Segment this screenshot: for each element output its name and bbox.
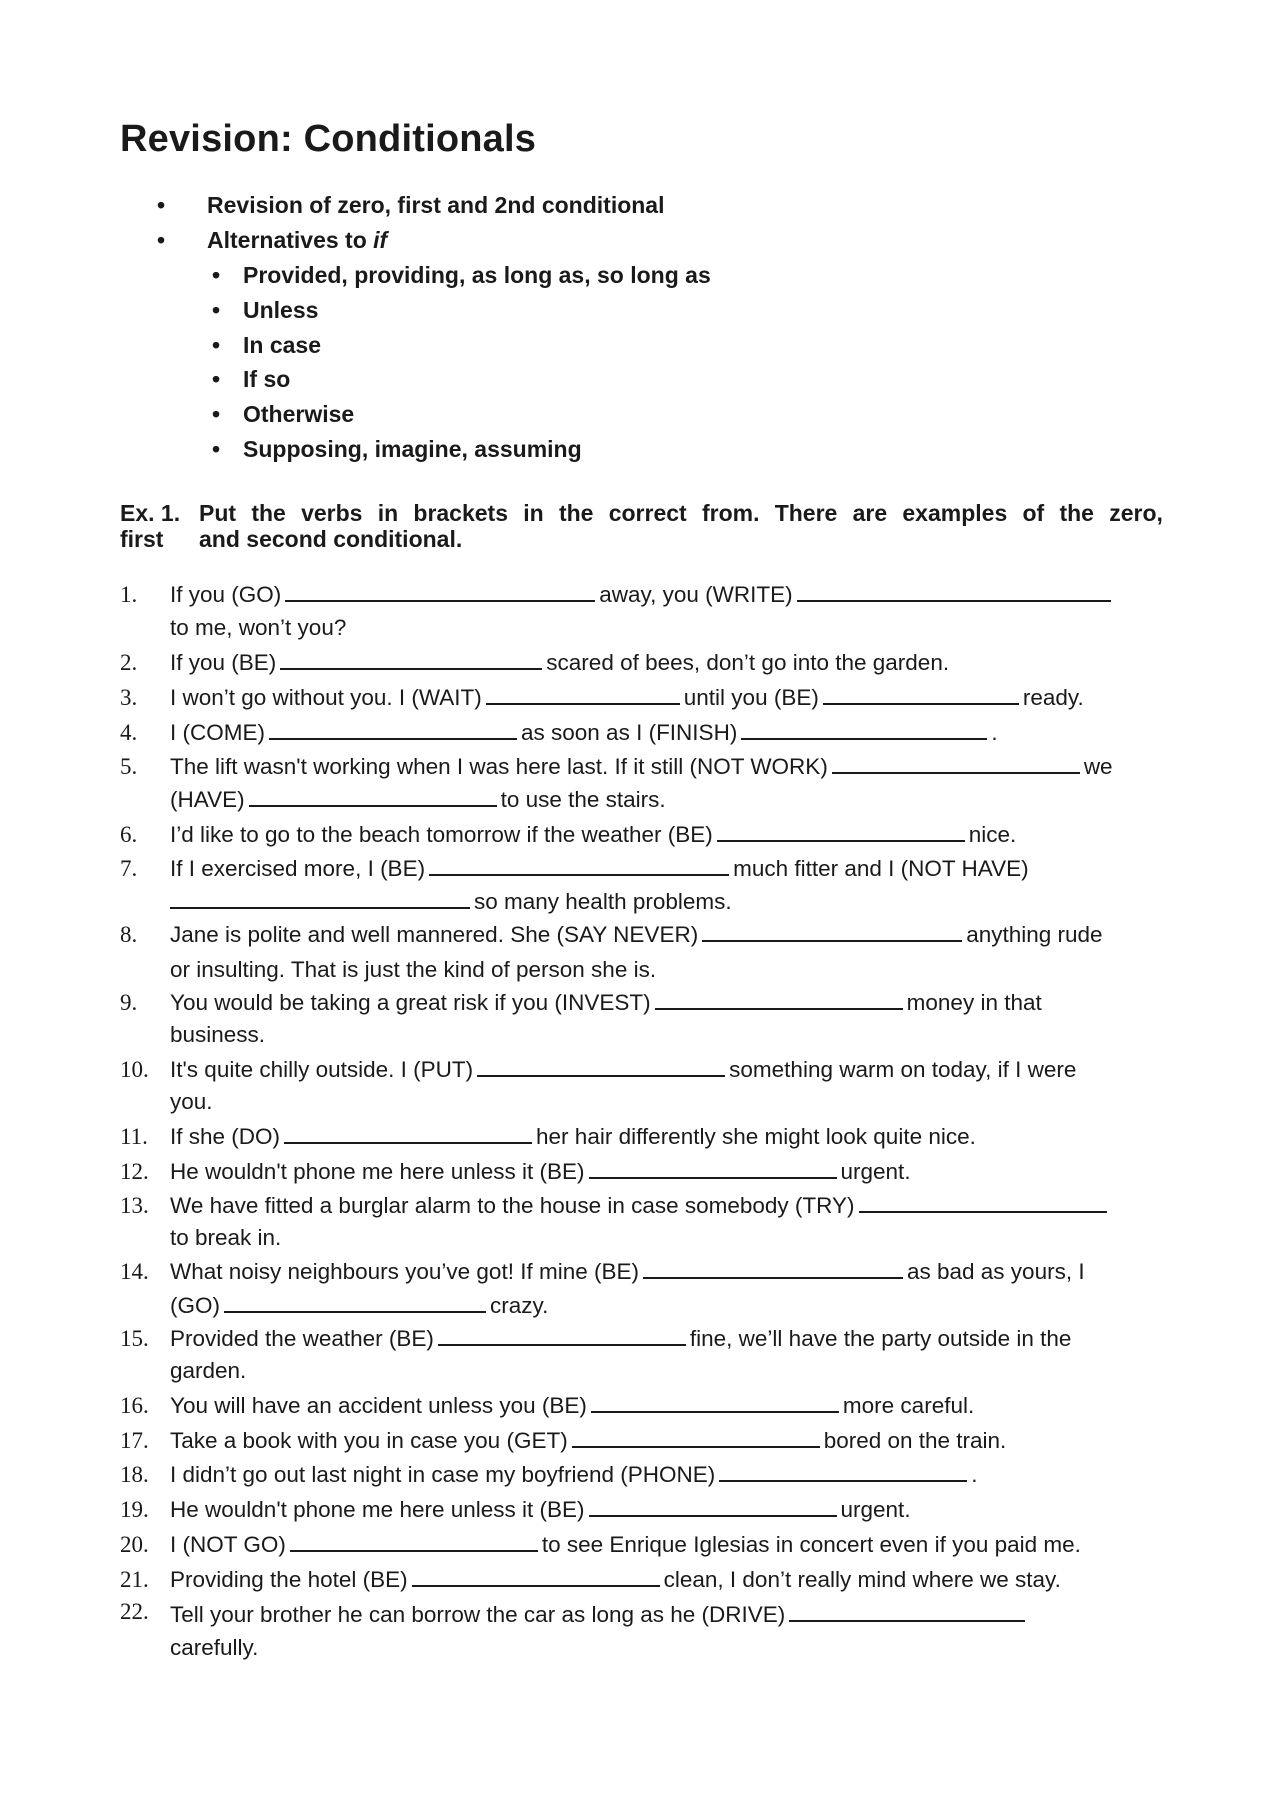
bullet-icon: • (157, 227, 166, 253)
item-text: money in that (906, 990, 1042, 1015)
item-number: 10. (120, 1057, 149, 1082)
instruction-word: the (251, 500, 286, 526)
sub-bullet-text: If so (243, 366, 291, 392)
item-text: If she (DO) (170, 1124, 281, 1149)
exercise-label-continued: first (120, 526, 164, 552)
instruction-word: Put (199, 500, 237, 526)
item-text: Jane is polite and well mannered. She (SAY NEVER) (170, 922, 699, 947)
item-text: I’d like to go to the beach tomorrow if the weather (BE) (170, 822, 713, 847)
item-text: clean, I don’t really mind where we stay. (663, 1567, 1061, 1592)
item-number: 22. (120, 1599, 149, 1624)
item-text: Tell your brother he can borrow the car as long as he (DRIVE) (170, 1602, 786, 1627)
item-text: I (NOT GO) (170, 1532, 286, 1557)
item-text: anything rude (966, 922, 1103, 947)
item-text: He wouldn't phone me here unless it (BE) (170, 1497, 585, 1522)
bullet-text-prefix: Alternatives to (207, 227, 374, 253)
item-text: something warm on today, if I were (729, 1057, 1077, 1082)
item-text: What noisy neighbours you’ve got! If mine (BE) (170, 1259, 639, 1284)
item-text: bored on the train. (823, 1428, 1007, 1453)
item-number: 13. (120, 1193, 149, 1218)
answer-blank[interactable] (486, 681, 680, 705)
item-number: 3. (120, 685, 138, 710)
item-text: . (971, 1462, 978, 1487)
answer-blank[interactable] (741, 716, 987, 740)
answer-blank[interactable] (859, 1189, 1107, 1213)
item-text: I didn’t go out last night in case my boyfriend (PHONE) (170, 1462, 716, 1487)
item-text: you. (170, 1089, 213, 1114)
sub-bullet-text: Provided, providing, as long as, so long as (243, 262, 711, 288)
item-text: business. (170, 1022, 266, 1047)
instruction-word: in (377, 500, 399, 526)
instruction-word: correct (608, 500, 687, 526)
item-number: 12. (120, 1159, 149, 1184)
instruction-word: examples (902, 500, 1008, 526)
answer-blank[interactable] (823, 681, 1019, 705)
bullet-icon: • (212, 332, 221, 358)
item-text: to break in. (170, 1225, 282, 1250)
answer-blank[interactable] (702, 918, 962, 942)
answer-blank[interactable] (412, 1563, 660, 1587)
item-text: If you (BE) (170, 650, 277, 675)
sub-bullet-text: Otherwise (243, 401, 355, 427)
instruction-word: brackets (413, 500, 509, 526)
item-text: to see Enrique Iglesias in concert even if you paid me. (541, 1532, 1081, 1557)
item-text: You would be taking a great risk if you (INVEST) (170, 990, 651, 1015)
answer-blank[interactable] (290, 1528, 538, 1552)
answer-blank[interactable] (643, 1255, 903, 1279)
answer-blank[interactable] (797, 578, 1111, 602)
item-text: more careful. (842, 1393, 975, 1418)
item-text: Take a book with you in case you (GET) (170, 1428, 568, 1453)
sub-bullet-text: Unless (243, 297, 319, 323)
bullet-icon: • (212, 436, 221, 462)
instruction-word: the (1059, 500, 1094, 526)
page-title: Revision: Conditionals (120, 118, 537, 160)
answer-blank[interactable] (591, 1389, 839, 1413)
item-text: as soon as I (FINISH) (521, 720, 738, 745)
instruction-word: zero, (1109, 500, 1163, 526)
item-text: or insulting. That is just the kind of person she is. (170, 957, 657, 982)
item-number: 16. (120, 1393, 149, 1418)
instruction-word: from. (701, 500, 760, 526)
exercise-instruction-line (199, 500, 1163, 526)
item-number: 7. (120, 856, 138, 881)
answer-blank[interactable] (477, 1053, 725, 1077)
answer-blank[interactable] (589, 1155, 837, 1179)
item-number: 20. (120, 1532, 149, 1557)
answer-blank[interactable] (284, 1120, 532, 1144)
answer-blank[interactable] (719, 1458, 967, 1482)
bullet-icon: • (212, 297, 221, 323)
item-text: until you (BE) (683, 685, 819, 710)
answer-blank[interactable] (285, 578, 595, 602)
item-text: carefully. (170, 1635, 259, 1660)
item-text: urgent. (840, 1497, 911, 1522)
answer-blank[interactable] (224, 1289, 486, 1313)
answer-blank[interactable] (572, 1424, 820, 1448)
item-text: Provided the weather (BE) (170, 1326, 434, 1351)
item-text: we (1083, 754, 1113, 779)
item-number: 1. (120, 582, 138, 607)
item-text: . (991, 720, 998, 745)
item-text: (GO) (170, 1293, 220, 1318)
item-text: garden. (170, 1358, 247, 1383)
item-text: You will have an accident unless you (BE) (170, 1393, 587, 1418)
item-text: as bad as yours, I (906, 1259, 1085, 1284)
bullet-icon: • (212, 262, 221, 288)
item-number: 2. (120, 650, 138, 675)
exercise-instructions (120, 500, 1163, 552)
bullet-icon: • (212, 401, 221, 427)
item-text: I (COME) (170, 720, 265, 745)
item-number: 19. (120, 1497, 149, 1522)
answer-blank[interactable] (249, 783, 497, 807)
item-text: crazy. (490, 1293, 549, 1318)
item-text: If you (GO) (170, 582, 282, 607)
item-number: 15. (120, 1326, 149, 1351)
item-text: fine, we’ll have the party outside in the (689, 1326, 1072, 1351)
instruction-word: verbs (301, 500, 363, 526)
item-number: 5. (120, 754, 138, 779)
item-number: 4. (120, 720, 138, 745)
item-text: Providing the hotel (BE) (170, 1567, 408, 1592)
exercise-label: Ex. 1. (120, 500, 181, 526)
item-text: away, you (WRITE) (599, 582, 793, 607)
instruction-word: are (852, 500, 888, 526)
item-text: her hair differently she might look quite nice. (536, 1124, 976, 1149)
item-text: We have fitted a burglar alarm to the house in case somebody (TRY) (170, 1193, 855, 1218)
answer-blank[interactable] (438, 1322, 686, 1346)
instruction-word: the (558, 500, 594, 526)
item-text: much fitter and I (NOT HAVE) (733, 856, 1029, 881)
item-text: The lift wasn't working when I was here last. If it still (NOT WORK) (170, 754, 828, 779)
item-text: ready. (1022, 685, 1084, 710)
item-text: (HAVE) (170, 787, 245, 812)
item-text: to use the stairs. (500, 787, 666, 812)
item-text: scared of bees, don’t go into the garden. (546, 650, 950, 675)
item-number: 8. (120, 922, 138, 947)
item-number: 6. (120, 822, 138, 847)
item-number: 18. (120, 1462, 149, 1487)
instruction-word: There (774, 500, 838, 526)
item-text: nice. (968, 822, 1017, 847)
answer-blank[interactable] (280, 646, 542, 670)
sub-bullet-text: Supposing, imagine, assuming (243, 436, 582, 462)
item-number: 11. (120, 1124, 148, 1149)
item-text: If I exercised more, I (BE) (170, 856, 426, 881)
item-text: so many health problems. (474, 889, 732, 914)
bullet-text (207, 227, 387, 254)
item-number: 14. (120, 1259, 149, 1284)
bullet-text: Revision of zero, first and 2nd conditional (207, 192, 665, 218)
item-text: He wouldn't phone me here unless it (BE) (170, 1159, 585, 1184)
bullet-text-emphasis: if (373, 227, 388, 253)
answer-blank[interactable] (170, 885, 470, 909)
item-number: 17. (120, 1428, 149, 1453)
answer-blank[interactable] (655, 986, 903, 1010)
answer-blank[interactable] (717, 818, 965, 842)
exercise-instruction-line: and second conditional. (199, 526, 463, 552)
instruction-word: in (523, 500, 544, 526)
sub-bullet-text: In case (243, 332, 321, 358)
item-number: 21. (120, 1567, 149, 1592)
answer-blank[interactable] (429, 852, 729, 876)
item-text: I won’t go without you. I (WAIT) (170, 685, 482, 710)
item-text: to me, won’t you? (170, 615, 347, 640)
instruction-word: of (1022, 500, 1045, 526)
item-text: urgent. (840, 1159, 911, 1184)
bullet-icon: • (157, 192, 166, 218)
answer-blank[interactable] (269, 716, 517, 740)
answer-blank[interactable] (789, 1598, 1025, 1622)
item-text: It's quite chilly outside. I (PUT) (170, 1057, 474, 1082)
bullet-icon: • (212, 366, 221, 392)
answer-blank[interactable] (832, 750, 1080, 774)
answer-blank[interactable] (589, 1493, 837, 1517)
item-number: 9. (120, 990, 138, 1015)
